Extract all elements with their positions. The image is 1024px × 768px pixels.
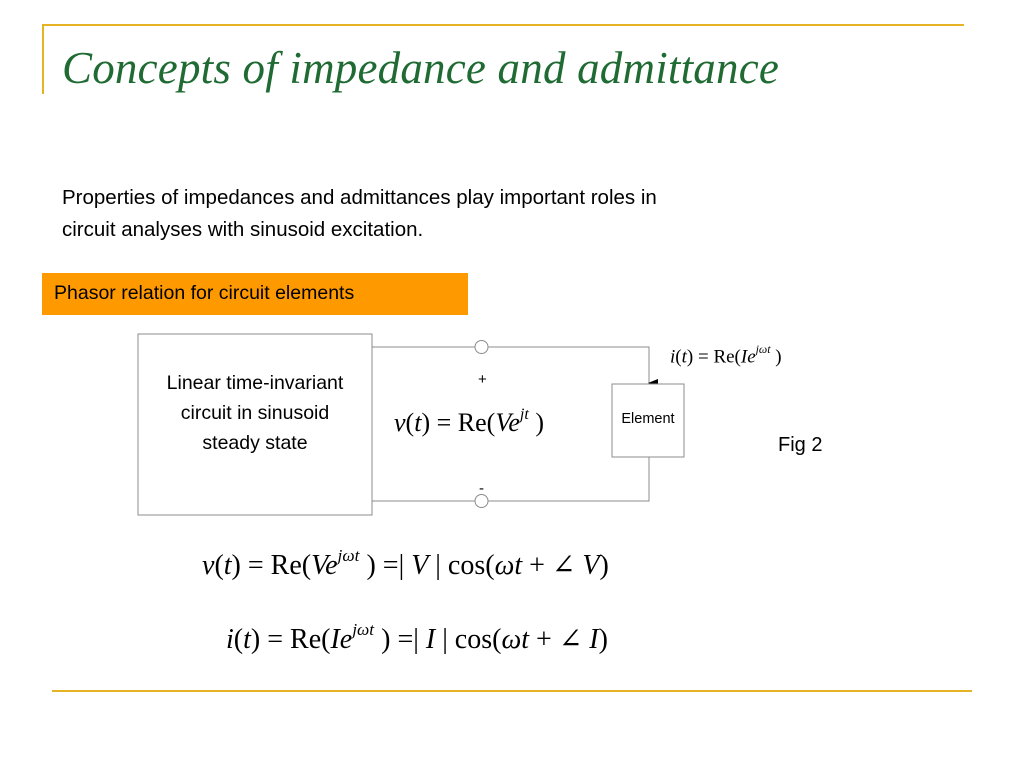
slide-title: Concepts of impedance and admittance xyxy=(62,43,780,93)
intro-line-1: Properties of impedances and admittances play important roles in xyxy=(62,186,657,209)
top-wire-right xyxy=(488,347,649,383)
element-label: Element xyxy=(621,411,675,427)
bottom-wire-right xyxy=(488,457,649,501)
current-equation-small: $i(t) = Re(Ie^{j\omega t}$ ) xyxy=(670,343,782,368)
circuit-block-label xyxy=(138,368,372,458)
block-line-1: Linear time-invariant xyxy=(166,372,344,394)
intro-line-2: circuit analyses with sinusoid excitation. xyxy=(62,218,424,241)
figure-caption: Fig 2 xyxy=(778,434,823,456)
section-banner: Phasor relation for circuit elements xyxy=(42,273,468,315)
minus-sign: - xyxy=(479,480,484,497)
voltage-equation-small: $v(t) = Re(Ve^{jt}$ ) xyxy=(394,405,545,437)
plus-sign: + xyxy=(478,371,487,388)
angle-symbol: ∠ xyxy=(551,550,576,581)
block-line-3: steady state xyxy=(202,432,308,454)
block-line-2: circuit in sinusoid xyxy=(180,402,330,424)
angle-symbol: ∠ xyxy=(558,624,583,655)
voltage-equation: $v(t) = Re(Ve^{j\omega t}$ ) =| V | cos(ωt + ∠ V) xyxy=(202,546,609,581)
top-terminal xyxy=(475,341,488,354)
current-equation: $i(t) = Re(Ie^{j\omega t}$ ) =| I | cos(ωt + ∠ I) xyxy=(226,620,608,655)
